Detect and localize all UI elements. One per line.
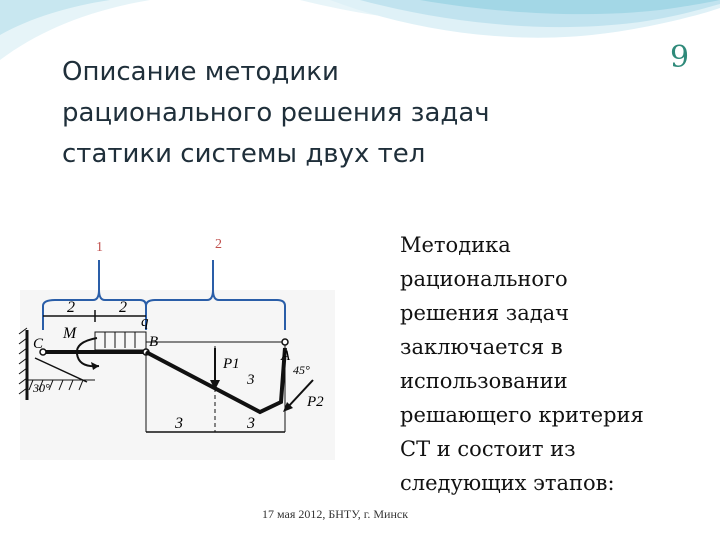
body-line: решающего критерия: [400, 403, 644, 427]
mechanics-diagram: [15, 230, 345, 460]
point-label-a: A: [281, 348, 291, 364]
title-line: рационального решения задач: [62, 98, 490, 128]
body-line: Методика: [400, 233, 511, 257]
support-a: [282, 339, 288, 345]
load-label-q: q: [141, 314, 149, 330]
dimension-label: 2: [119, 299, 127, 316]
point-label-c: C: [33, 336, 44, 352]
force-label-p2: P2: [307, 394, 324, 410]
body-line: использовании: [400, 369, 568, 393]
body-label-2: 2: [215, 237, 222, 252]
moment-label: M: [63, 325, 77, 342]
angle-label-45: 45°: [293, 363, 310, 377]
title-line: Описание методики: [62, 57, 339, 87]
dimension-label: 2: [67, 299, 75, 316]
body-text: [400, 228, 700, 500]
slide-number: 9: [670, 40, 690, 75]
body-line: решения задач: [400, 301, 570, 325]
dimension-label: 3: [175, 415, 183, 432]
slide-title: [62, 52, 622, 175]
dimension-label: 3: [247, 372, 255, 388]
title-line: статики системы двух тел: [62, 139, 426, 169]
angle-label-30: 30°: [33, 381, 50, 395]
body-label-1: 1: [96, 240, 103, 255]
body-line: следующих этапов:: [400, 471, 615, 495]
body-line: рационального: [400, 267, 568, 291]
force-label-p1: P1: [223, 356, 240, 372]
dimension-label: 3: [247, 415, 255, 432]
point-label-b: B: [149, 334, 159, 350]
body-line: СТ и состоит из: [400, 437, 576, 461]
slide-footer: 17 мая 2012, БНТУ, г. Минск: [262, 507, 409, 521]
body-line: заключается в: [400, 335, 563, 359]
